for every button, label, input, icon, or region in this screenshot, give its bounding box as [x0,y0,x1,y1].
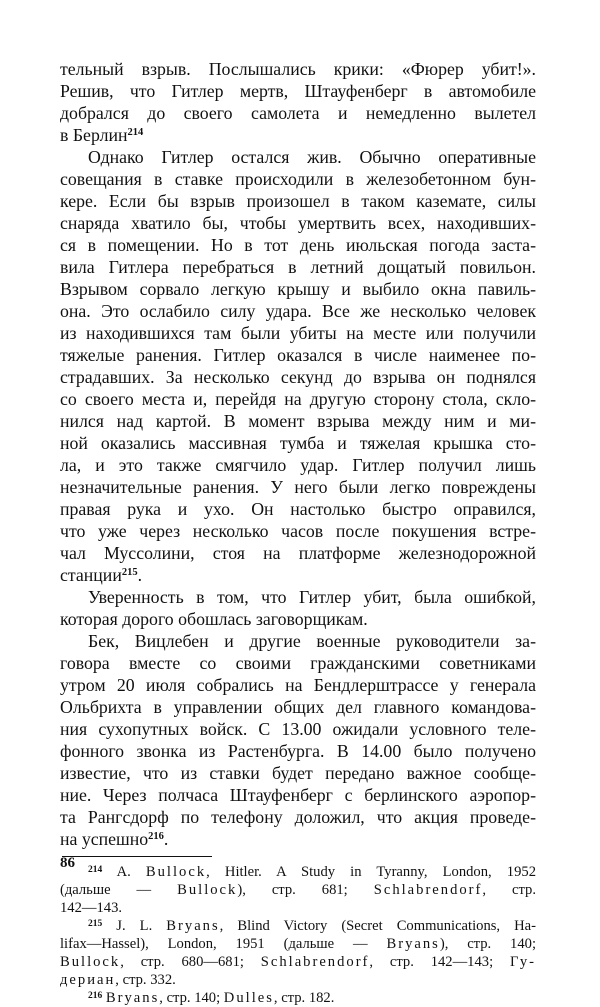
footnote-text: ), стр. 681; [237,882,374,898]
footnote-reference: 214 [127,127,144,138]
spaced-author-name: Bullock [177,882,238,898]
text-line [60,740,536,762]
text-line [60,630,536,652]
text-line-content: вила Гитлера перебраться в летний дощатый повильон. [60,257,536,277]
text-line [60,410,536,432]
text-line-content: станции [60,565,122,585]
body-text [60,58,536,850]
footnote-text: (дальше — [60,882,178,898]
spaced-author-name: Bryans [166,918,220,934]
text-line [60,344,536,366]
text-line-content: добрался до своего самолета и немедленно вылетел [60,103,536,123]
footnotes [60,863,536,1007]
text-line: станции$^{215}$. [60,565,143,585]
spaced-author-name: Schlabrendorf [260,954,370,970]
footnote [60,989,536,1007]
spaced-author-name: дериан [60,972,116,988]
text-line [60,476,536,498]
text-line-content: ной оказались массивная тумба и тяжелая крышка сто- [60,433,536,453]
text-line-content: фонного звонка из Растенбурга. В 14.00 было получено [60,741,536,761]
text-line-content: тельный взрыв. Послышались крики: «Фюрер убит!». [60,59,536,79]
footnote-line [60,917,536,935]
footnote-number: 215 [88,919,103,929]
spaced-author-name: Dulles [223,990,274,1006]
text-line [60,322,536,344]
text-line [60,146,536,168]
text-line-content: известие, что из ставки будет передано важное сообще- [60,763,536,783]
text-line-content: говора вместе со своими гражданскими советниками [60,653,536,673]
text-line-content: страдавших. За несколько секунд до взрыва он поднялся [60,367,536,387]
text-line [60,300,536,322]
footnote-text: , Hitler. A Study in Tyranny, London, 1952 [206,864,536,880]
text-line [60,124,536,146]
spaced-author-name: Bryans [386,936,440,952]
footnote-number: 216 [88,991,103,1001]
text-line [60,256,536,278]
footnote-text: , стр. 680—681; [120,954,261,970]
text-line [60,80,536,102]
text-line-content: Решив, что Гитлер мертв, Штауфенберг в автомобиле [60,81,536,101]
footnote-text: , стр. 332. [115,972,176,988]
text-line-content: правая рука и ухо. Он настолько быстро оправился, [60,499,536,519]
footnote-line [60,953,536,971]
text-line-content: которая дорого обошлась заговорщикам. [60,609,368,629]
text-line-content: она. Это ослабило силу удара. Все же несколько человек [60,301,536,321]
text-line-content: ния сухопутных войск. С 13.00 ожидали условного теле- [60,719,536,739]
footnote-text: , стр. 140; [159,990,224,1006]
footnote-line [60,971,536,989]
footnote-reference: 215 [121,567,138,578]
text-line-content: утром 20 июля собрались на Бендлерштрассе у генерала [60,675,536,695]
text-line [60,608,536,630]
text-line-content: тяжелые ранения. Гитлер оказался в числе наименее по- [60,345,536,365]
text-line [60,366,536,388]
text-line [60,762,536,784]
footnote [60,917,536,989]
text-line [60,542,536,564]
text-line-content: что уже через несколько часов после покушения встре- [60,521,536,541]
footnote-text: A. [102,864,146,880]
text-line [60,58,536,80]
page [60,58,536,1007]
text-line [60,168,536,190]
text-line-content: Взрывом сорвало легкую крышу и выбило окна павиль- [60,279,536,299]
text-line-content: ла, и это также смягчило удар. Гитлер получил лишь [60,455,536,475]
spaced-author-name: Гу- [509,954,536,970]
text-line [60,806,536,828]
footnote-line [60,899,536,917]
text-line-content: из находившихся там были убиты на месте или получили [60,323,536,343]
footnote-divider [62,856,212,857]
text-line-content: со своего места и, перейдя на другую сторону стола, скло- [60,389,536,409]
text-line-content: незначительные ранения. У него были легко повреждены [60,477,536,497]
text-line-content: чал Муссолини, стоя на платформе железнодорожной [60,543,536,563]
text-line [60,498,536,520]
text-line [60,784,536,806]
footnote-text: , стр. [482,882,536,898]
text-line-content: та Рангсдорф по телефону доложил, что акция проведе- [60,807,536,827]
footnote-line [60,935,536,953]
footnote-text: , Blind Victory (Secret Communications, Ha- [219,918,536,934]
page-number: 86 [60,855,75,871]
text-line [60,190,536,212]
text-line-content: в Берлин [60,125,128,145]
text-line-content: Уверенность в том, что Гитлер убит, была ошибкой, [88,587,536,607]
footnote-text: ), стр. 140; [439,936,536,952]
text-line-content: ние. Через полчаса Штауфенберг с берлинского аэропор- [60,785,536,805]
text-line-content: снаряда хватило бы, чтобы умертвить всех, находивших- [60,213,536,233]
text-line-content: на успешно [60,829,149,849]
text-line-content: Ольбрихта в управлении общих дел главного командова- [60,697,536,717]
footnote-text: , стр. 182. [273,990,335,1006]
text-line [60,212,536,234]
text-line [60,454,536,476]
text-line [60,586,536,608]
text-line [60,674,536,696]
text-line-content: Бек, Вицлебен и другие военные руководители за- [88,631,536,651]
footnote-text: 142—143. [60,900,123,916]
footnote-line [60,863,536,881]
text-line [60,432,536,454]
spaced-author-name: Schlabrendorf [373,882,483,898]
footnote-line [60,989,536,1007]
text-line-content: Однако Гитлер остался жив. Обычно оперативные [88,147,536,167]
text-line-content: ся в помещении. Но в тот день июльская погода заста- [60,235,536,255]
footnote-reference: 216 [148,831,164,842]
text-line-content: совещания в ставке происходили в железобетонном бун- [60,169,536,189]
spaced-author-name: Bullock [60,954,121,970]
text-line [60,388,536,410]
footnote-text: lifax—Hassel), London, 1951 (дальше — [60,936,387,952]
text-line [60,520,536,542]
text-line [60,718,536,740]
footnote-line [60,881,536,899]
text-line [60,696,536,718]
text-line-content: кере. Если бы взрыв произошел в таком каземате, силы [60,191,536,211]
footnote [60,863,536,917]
footnote-text: , стр. 142—143; [369,954,510,970]
text-line-content: нился над картой. В момент взрыва между ним и ми- [60,411,536,431]
text-line [60,234,536,256]
footnote-number: 214 [88,865,103,875]
spaced-author-name: Bryans [105,990,160,1006]
text-line: на успешно$^{216}$. [60,829,169,849]
footnote-text: J. L. [102,918,167,934]
text-line [60,652,536,674]
text-line [60,102,536,124]
text-line [60,278,536,300]
spaced-author-name: Bullock [145,864,207,880]
